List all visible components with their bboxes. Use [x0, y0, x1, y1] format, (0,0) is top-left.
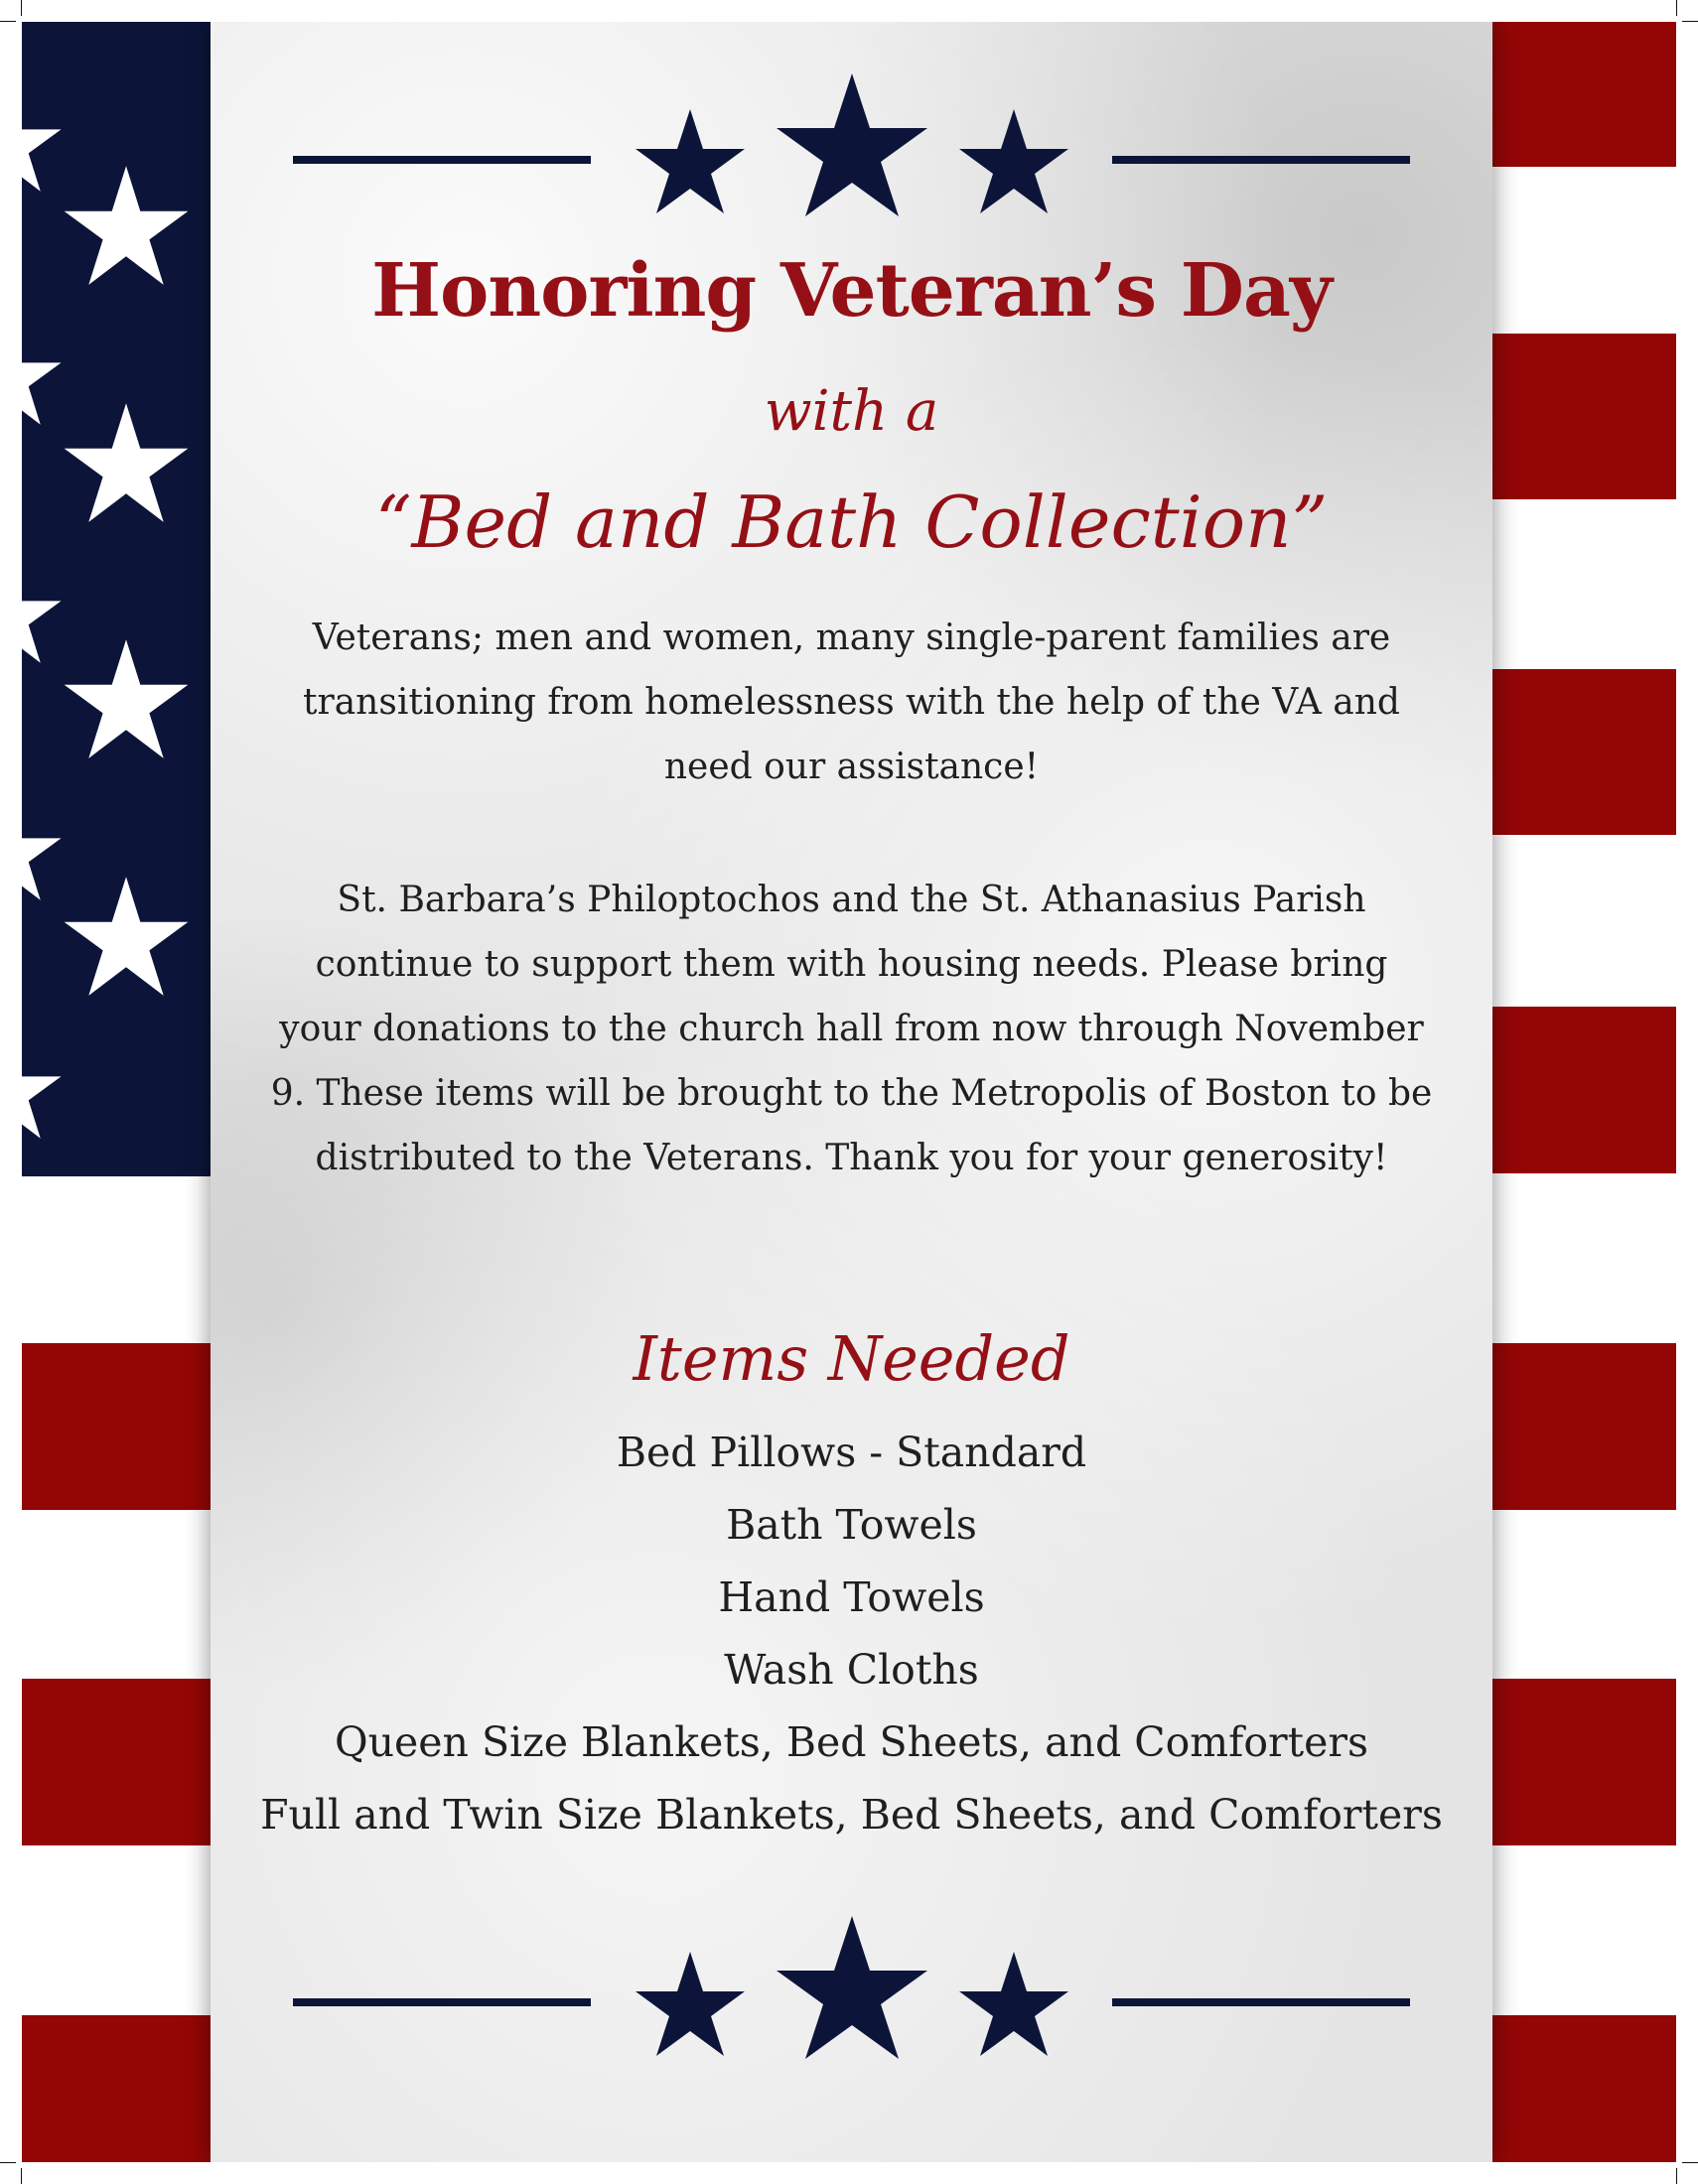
- star-icon: [22, 563, 64, 666]
- bottom-star-divider: [211, 1916, 1492, 2075]
- star-icon: [22, 800, 64, 903]
- crop-mark: [1682, 2162, 1698, 2163]
- collection-name: “Bed and Bath Collection”: [374, 480, 1329, 564]
- crop-mark: [1682, 21, 1698, 22]
- star-icon: [777, 73, 927, 216]
- flyer-title: Honoring Veteran’s Day: [371, 248, 1332, 334]
- crop-mark: [0, 21, 16, 22]
- flag-canton: [22, 22, 220, 1176]
- list-item: Queen Size Blankets, Bed Sheets, and Comforters: [334, 1718, 1369, 1766]
- star-icon: [62, 403, 191, 526]
- star-icon: [62, 877, 191, 1000]
- top-star-divider: [211, 73, 1492, 232]
- star-icon: [777, 1916, 927, 2059]
- list-item: Hand Towels: [718, 1573, 985, 1621]
- star-icon: [959, 109, 1068, 213]
- list-item: Bath Towels: [726, 1501, 977, 1549]
- crop-mark: [21, 2168, 22, 2184]
- star-icon: [62, 166, 191, 289]
- list-item: Full and Twin Size Blankets, Bed Sheets, and Comforters: [260, 1791, 1443, 1839]
- star-icon: [62, 639, 191, 762]
- flyer-card: [211, 22, 1492, 2162]
- intro-paragraph: Veterans; men and women, many single-parent families are transitioning from homelessness with the help of the VA and need our assistance!: [303, 617, 1400, 787]
- flag-background: [22, 22, 1676, 2162]
- star-icon: [22, 1038, 64, 1142]
- crop-mark: [21, 0, 22, 16]
- crop-mark: [0, 2162, 16, 2163]
- star-icon: [22, 325, 64, 428]
- star-icon: [636, 109, 745, 213]
- crop-mark: [1676, 0, 1677, 16]
- support-paragraph: St. Barbara’s Philoptochos and the St. Athanasius Parish continue to support them with housing needs. Please bring your donations to the church hall from now through November 9. These items will be brought to the Metropolis of Boston to be distributed to the Veterans. Thank you for your generosity!: [270, 880, 1433, 1178]
- items-list: [250, 1417, 1453, 1851]
- items-heading: Items Needed: [633, 1322, 1070, 1395]
- flyer-subtitle: with a: [764, 379, 939, 444]
- crop-mark: [1676, 2168, 1677, 2184]
- star-icon: [22, 91, 64, 195]
- list-item: Bed Pillows - Standard: [616, 1429, 1087, 1476]
- star-icon: [959, 1952, 1068, 2056]
- star-icon: [636, 1952, 745, 2056]
- list-item: Wash Cloths: [724, 1646, 979, 1694]
